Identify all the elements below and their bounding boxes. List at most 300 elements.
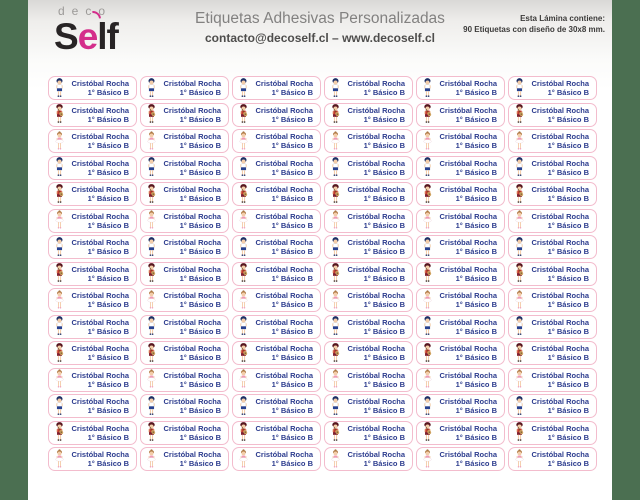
label-sticker: [508, 156, 597, 180]
label-name-line: Cristóbal Rocha: [255, 238, 313, 247]
label-text: [157, 450, 228, 468]
label-name-line: Cristóbal Rocha: [71, 264, 129, 274]
sailor-kid-icon: [513, 78, 525, 99]
ballerina-icon: [513, 369, 525, 390]
label-sticker: [232, 262, 321, 286]
label-name-line: Cristóbal Rocha: [439, 185, 497, 194]
label-sticker: [416, 394, 505, 418]
label-class-line: 1° Básico B: [87, 432, 129, 442]
rocker-kid-icon: [237, 422, 249, 443]
sailor-kid-icon: [513, 316, 525, 337]
label-sticker: [232, 76, 321, 100]
label-sticker: [48, 288, 137, 312]
label-name-line: Cristóbal Rocha: [163, 317, 221, 327]
label-class-line: 1° Básico B: [271, 353, 313, 362]
label-sticker: [324, 209, 413, 233]
label-text: [65, 212, 136, 230]
sailor-kid-icon: [237, 316, 249, 337]
label-text: [433, 397, 504, 415]
label-text: [433, 424, 504, 442]
label-text: [65, 450, 136, 468]
label-name-line: Cristóbal Rocha: [255, 79, 313, 88]
label-sticker: [48, 341, 137, 365]
label-sticker: [508, 129, 597, 153]
ballerina-icon: [513, 210, 525, 231]
label-class-line: 1° Básico B: [271, 167, 313, 177]
rocker-kid-icon: [145, 104, 157, 125]
label-name-line: Cristóbal Rocha: [163, 79, 221, 88]
sailor-kid-icon: [421, 78, 433, 99]
label-text: [157, 397, 228, 415]
label-name-line: Cristóbal Rocha: [531, 158, 589, 168]
label-name-line: Cristóbal Rocha: [71, 132, 129, 141]
label-name-line: Cristóbal Rocha: [347, 317, 405, 327]
label-text: [341, 371, 412, 389]
label-class-line: 1° Básico B: [363, 114, 405, 124]
label-class-line: 1° Básico B: [455, 273, 497, 283]
label-sticker: [416, 447, 505, 471]
label-name-line: Cristóbal Rocha: [255, 185, 313, 194]
label-sticker: [48, 315, 137, 339]
label-class-line: 1° Básico B: [179, 459, 221, 468]
sheet-header: [28, 0, 612, 72]
label-class-line: 1° Básico B: [179, 353, 221, 362]
label-sticker: [416, 76, 505, 100]
label-name-line: Cristóbal Rocha: [347, 238, 405, 247]
label-name-line: Cristóbal Rocha: [163, 344, 221, 353]
label-class-line: 1° Básico B: [547, 88, 589, 97]
label-text: [433, 79, 504, 97]
rocker-kid-icon: [513, 184, 525, 205]
logo-letter-s: S: [54, 16, 78, 57]
label-name-line: Cristóbal Rocha: [163, 238, 221, 247]
ballerina-icon: [513, 449, 525, 470]
label-name-line: Cristóbal Rocha: [347, 105, 405, 115]
ballerina-icon: [329, 449, 341, 470]
label-sticker: [508, 315, 597, 339]
label-class-line: 1° Básico B: [87, 459, 129, 468]
label-class-line: 1° Básico B: [179, 141, 221, 150]
label-class-line: 1° Básico B: [455, 114, 497, 124]
label-name-line: Cristóbal Rocha: [71, 397, 129, 406]
label-sticker: [416, 315, 505, 339]
ballerina-icon: [53, 449, 65, 470]
rocker-kid-icon: [421, 263, 433, 284]
label-sticker: [140, 209, 229, 233]
label-name-line: Cristóbal Rocha: [163, 264, 221, 274]
label-sticker: [140, 156, 229, 180]
label-sticker: [140, 262, 229, 286]
label-name-line: Cristóbal Rocha: [255, 291, 313, 300]
label-class-line: 1° Básico B: [271, 406, 313, 415]
label-class-line: 1° Básico B: [271, 114, 313, 124]
label-text: [341, 238, 412, 256]
ballerina-icon: [145, 131, 157, 152]
label-name-line: Cristóbal Rocha: [163, 211, 221, 221]
label-class-line: 1° Básico B: [179, 273, 221, 283]
label-name-line: Cristóbal Rocha: [163, 397, 221, 406]
ballerina-icon: [237, 449, 249, 470]
ballerina-icon: [53, 131, 65, 152]
sailor-kid-icon: [53, 157, 65, 178]
label-class-line: 1° Básico B: [179, 167, 221, 177]
label-class-line: 1° Básico B: [87, 220, 129, 230]
label-class-line: 1° Básico B: [179, 432, 221, 442]
label-text: [157, 79, 228, 97]
ballerina-icon: [329, 131, 341, 152]
rocker-kid-icon: [53, 343, 65, 364]
rocker-kid-icon: [329, 104, 341, 125]
header-title-block: [195, 10, 445, 45]
label-class-line: 1° Básico B: [363, 194, 405, 203]
label-class-line: 1° Básico B: [455, 326, 497, 336]
label-name-line: Cristóbal Rocha: [71, 79, 129, 88]
sailor-kid-icon: [237, 157, 249, 178]
label-text: [249, 265, 320, 283]
label-text: [157, 291, 228, 309]
logo-deco-text: deco: [58, 4, 113, 18]
label-text: [65, 79, 136, 97]
label-name-line: Cristóbal Rocha: [255, 105, 313, 115]
label-name-line: Cristóbal Rocha: [531, 423, 589, 433]
label-name-line: Cristóbal Rocha: [163, 291, 221, 300]
label-name-line: Cristóbal Rocha: [163, 185, 221, 194]
label-sticker: [232, 103, 321, 127]
label-class-line: 1° Básico B: [455, 432, 497, 442]
label-sticker: [140, 315, 229, 339]
label-class-line: 1° Básico B: [455, 406, 497, 415]
label-sticker: [508, 447, 597, 471]
label-sticker: [324, 235, 413, 259]
ballerina-icon: [329, 369, 341, 390]
label-name-line: Cristóbal Rocha: [71, 158, 129, 168]
label-sticker: [508, 103, 597, 127]
ballerina-icon: [53, 290, 65, 311]
label-text: [249, 238, 320, 256]
label-sticker: [232, 315, 321, 339]
label-sticker: [48, 235, 137, 259]
logo-letter-e-pink: e: [77, 16, 98, 57]
label-text: [157, 159, 228, 177]
label-name-line: Cristóbal Rocha: [347, 158, 405, 168]
label-class-line: 1° Básico B: [87, 88, 129, 97]
label-sticker: [324, 182, 413, 206]
label-class-line: 1° Básico B: [271, 273, 313, 283]
label-sticker: [324, 129, 413, 153]
label-sticker: [48, 156, 137, 180]
ballerina-icon: [145, 369, 157, 390]
label-class-line: 1° Básico B: [363, 432, 405, 442]
label-text: [157, 106, 228, 124]
label-text: [341, 424, 412, 442]
label-class-line: 1° Básico B: [547, 326, 589, 336]
label-class-line: 1° Básico B: [363, 459, 405, 468]
label-sticker: [232, 156, 321, 180]
sailor-kid-icon: [53, 78, 65, 99]
label-name-line: Cristóbal Rocha: [255, 211, 313, 221]
label-name-line: Cristóbal Rocha: [531, 79, 589, 88]
sailor-kid-icon: [513, 237, 525, 258]
label-name-line: Cristóbal Rocha: [71, 450, 129, 459]
label-name-line: Cristóbal Rocha: [163, 105, 221, 115]
label-class-line: 1° Básico B: [363, 353, 405, 362]
label-text: [157, 424, 228, 442]
sailor-kid-icon: [145, 396, 157, 417]
label-text: [249, 318, 320, 336]
rocker-kid-icon: [329, 343, 341, 364]
label-sticker: [140, 394, 229, 418]
label-name-line: Cristóbal Rocha: [255, 370, 313, 380]
label-sticker: [508, 209, 597, 233]
label-class-line: 1° Básico B: [87, 406, 129, 415]
label-name-line: Cristóbal Rocha: [255, 132, 313, 141]
label-sticker: [416, 341, 505, 365]
label-class-line: 1° Básico B: [179, 220, 221, 230]
label-class-line: 1° Básico B: [547, 247, 589, 256]
label-class-line: 1° Básico B: [179, 114, 221, 124]
label-text: [65, 185, 136, 203]
label-name-line: Cristóbal Rocha: [531, 185, 589, 194]
label-name-line: Cristóbal Rocha: [255, 450, 313, 459]
label-name-line: Cristóbal Rocha: [531, 291, 589, 300]
label-sticker: [508, 394, 597, 418]
label-sticker: [140, 368, 229, 392]
ballerina-icon: [329, 290, 341, 311]
label-class-line: 1° Básico B: [547, 167, 589, 177]
label-class-line: 1° Básico B: [547, 353, 589, 362]
label-text: [525, 318, 596, 336]
sailor-kid-icon: [329, 78, 341, 99]
label-text: [65, 159, 136, 177]
label-class-line: 1° Básico B: [179, 326, 221, 336]
label-text: [65, 424, 136, 442]
label-text: [525, 450, 596, 468]
label-sticker: [232, 209, 321, 233]
label-text: [65, 318, 136, 336]
label-class-line: 1° Básico B: [271, 220, 313, 230]
label-sticker: [48, 76, 137, 100]
label-class-line: 1° Básico B: [271, 379, 313, 389]
label-class-line: 1° Básico B: [87, 273, 129, 283]
label-sticker: [48, 103, 137, 127]
label-sticker: [48, 421, 137, 445]
sailor-kid-icon: [145, 78, 157, 99]
label-name-line: Cristóbal Rocha: [347, 344, 405, 353]
label-class-line: 1° Básico B: [179, 406, 221, 415]
label-text: [157, 371, 228, 389]
label-sticker: [140, 182, 229, 206]
label-text: [341, 132, 412, 150]
label-sticker: [416, 103, 505, 127]
sailor-kid-icon: [237, 396, 249, 417]
label-sheet-photo: [28, 0, 612, 500]
label-text: [525, 291, 596, 309]
label-class-line: 1° Básico B: [455, 167, 497, 177]
label-text: [341, 159, 412, 177]
label-name-line: Cristóbal Rocha: [439, 423, 497, 433]
label-class-line: 1° Básico B: [363, 88, 405, 97]
page-title: Etiquetas Adhesivas Personalizadas: [195, 10, 445, 27]
label-name-line: Cristóbal Rocha: [439, 264, 497, 274]
label-sticker: [140, 76, 229, 100]
label-sticker: [140, 421, 229, 445]
label-sticker: [48, 368, 137, 392]
label-name-line: Cristóbal Rocha: [439, 291, 497, 300]
label-sticker: [324, 76, 413, 100]
sailor-kid-icon: [421, 237, 433, 258]
label-class-line: 1° Básico B: [271, 300, 313, 309]
rocker-kid-icon: [421, 422, 433, 443]
label-text: [525, 212, 596, 230]
label-text: [341, 212, 412, 230]
label-class-line: 1° Básico B: [87, 114, 129, 124]
label-class-line: 1° Básico B: [455, 88, 497, 97]
label-text: [157, 185, 228, 203]
label-text: [65, 397, 136, 415]
rocker-kid-icon: [145, 422, 157, 443]
label-class-line: 1° Básico B: [87, 326, 129, 336]
label-text: [249, 450, 320, 468]
rocker-kid-icon: [329, 263, 341, 284]
label-text: [249, 185, 320, 203]
ballerina-icon: [513, 131, 525, 152]
label-sticker: [48, 209, 137, 233]
label-text: [433, 450, 504, 468]
rocker-kid-icon: [145, 184, 157, 205]
label-text: [157, 212, 228, 230]
label-name-line: Cristóbal Rocha: [71, 211, 129, 221]
label-sticker: [324, 447, 413, 471]
ballerina-icon: [421, 369, 433, 390]
sailor-kid-icon: [53, 396, 65, 417]
label-text: [249, 291, 320, 309]
label-class-line: 1° Básico B: [87, 247, 129, 256]
label-text: [433, 265, 504, 283]
label-name-line: Cristóbal Rocha: [439, 370, 497, 380]
label-class-line: 1° Básico B: [455, 247, 497, 256]
label-class-line: 1° Básico B: [363, 326, 405, 336]
label-sticker: [140, 447, 229, 471]
sailor-kid-icon: [421, 316, 433, 337]
label-text: [525, 238, 596, 256]
sailor-kid-icon: [329, 237, 341, 258]
label-text: [525, 79, 596, 97]
sailor-kid-icon: [329, 316, 341, 337]
label-text: [433, 291, 504, 309]
rocker-kid-icon: [145, 263, 157, 284]
ballerina-icon: [513, 290, 525, 311]
rocker-kid-icon: [513, 422, 525, 443]
label-name-line: Cristóbal Rocha: [255, 344, 313, 353]
label-class-line: 1° Básico B: [179, 88, 221, 97]
label-text: [65, 106, 136, 124]
label-text: [525, 397, 596, 415]
label-class-line: 1° Básico B: [87, 353, 129, 362]
rocker-kid-icon: [513, 263, 525, 284]
label-sticker: [324, 103, 413, 127]
ballerina-icon: [145, 210, 157, 231]
sailor-kid-icon: [145, 316, 157, 337]
label-sticker: [324, 341, 413, 365]
label-class-line: 1° Básico B: [87, 194, 129, 203]
label-sticker: [232, 235, 321, 259]
label-text: [65, 265, 136, 283]
rocker-kid-icon: [421, 184, 433, 205]
label-class-line: 1° Básico B: [547, 273, 589, 283]
label-class-line: 1° Básico B: [547, 406, 589, 415]
label-sticker: [508, 341, 597, 365]
sailor-kid-icon: [237, 78, 249, 99]
label-sticker: [48, 129, 137, 153]
sailor-kid-icon: [513, 157, 525, 178]
label-text: [157, 238, 228, 256]
label-text: [433, 106, 504, 124]
label-text: [341, 450, 412, 468]
rocker-kid-icon: [329, 184, 341, 205]
label-name-line: Cristóbal Rocha: [163, 423, 221, 433]
rocker-kid-icon: [237, 343, 249, 364]
label-name-line: Cristóbal Rocha: [531, 264, 589, 274]
label-text: [433, 318, 504, 336]
ballerina-icon: [145, 449, 157, 470]
label-class-line: 1° Básico B: [87, 300, 129, 309]
label-class-line: 1° Básico B: [271, 194, 313, 203]
label-sticker: [232, 182, 321, 206]
label-text: [341, 397, 412, 415]
info-line-2: 90 Etiquetas con diseño de 30x8 mm.: [463, 25, 605, 34]
label-text: [433, 238, 504, 256]
label-sticker: [416, 421, 505, 445]
label-name-line: Cristóbal Rocha: [163, 158, 221, 168]
label-name-line: Cristóbal Rocha: [439, 79, 497, 88]
label-sticker: [232, 368, 321, 392]
label-text: [249, 159, 320, 177]
label-sticker: [232, 129, 321, 153]
label-name-line: Cristóbal Rocha: [531, 344, 589, 353]
label-class-line: 1° Básico B: [179, 379, 221, 389]
decoself-logo: [54, 5, 118, 55]
sailor-kid-icon: [145, 237, 157, 258]
label-text: [249, 79, 320, 97]
label-text: [65, 344, 136, 362]
label-sticker: [416, 368, 505, 392]
label-sticker: [416, 156, 505, 180]
label-class-line: 1° Básico B: [363, 220, 405, 230]
label-text: [525, 424, 596, 442]
label-sticker: [140, 103, 229, 127]
label-class-line: 1° Básico B: [547, 141, 589, 150]
label-name-line: Cristóbal Rocha: [255, 397, 313, 406]
label-text: [249, 212, 320, 230]
ballerina-icon: [237, 290, 249, 311]
label-class-line: 1° Básico B: [363, 379, 405, 389]
label-name-line: Cristóbal Rocha: [347, 291, 405, 300]
label-sheet: [48, 76, 597, 471]
ballerina-icon: [421, 290, 433, 311]
contact-line: contacto@decoself.cl – www.decoself.cl: [204, 31, 435, 45]
label-name-line: Cristóbal Rocha: [439, 397, 497, 406]
label-name-line: Cristóbal Rocha: [439, 238, 497, 247]
label-class-line: 1° Básico B: [547, 459, 589, 468]
rocker-kid-icon: [145, 343, 157, 364]
rocker-kid-icon: [53, 263, 65, 284]
label-sticker: [416, 262, 505, 286]
label-name-line: Cristóbal Rocha: [347, 423, 405, 433]
label-name-line: Cristóbal Rocha: [255, 317, 313, 327]
rocker-kid-icon: [513, 343, 525, 364]
logo-letters-lf: lf: [97, 16, 118, 57]
label-class-line: 1° Básico B: [363, 141, 405, 150]
